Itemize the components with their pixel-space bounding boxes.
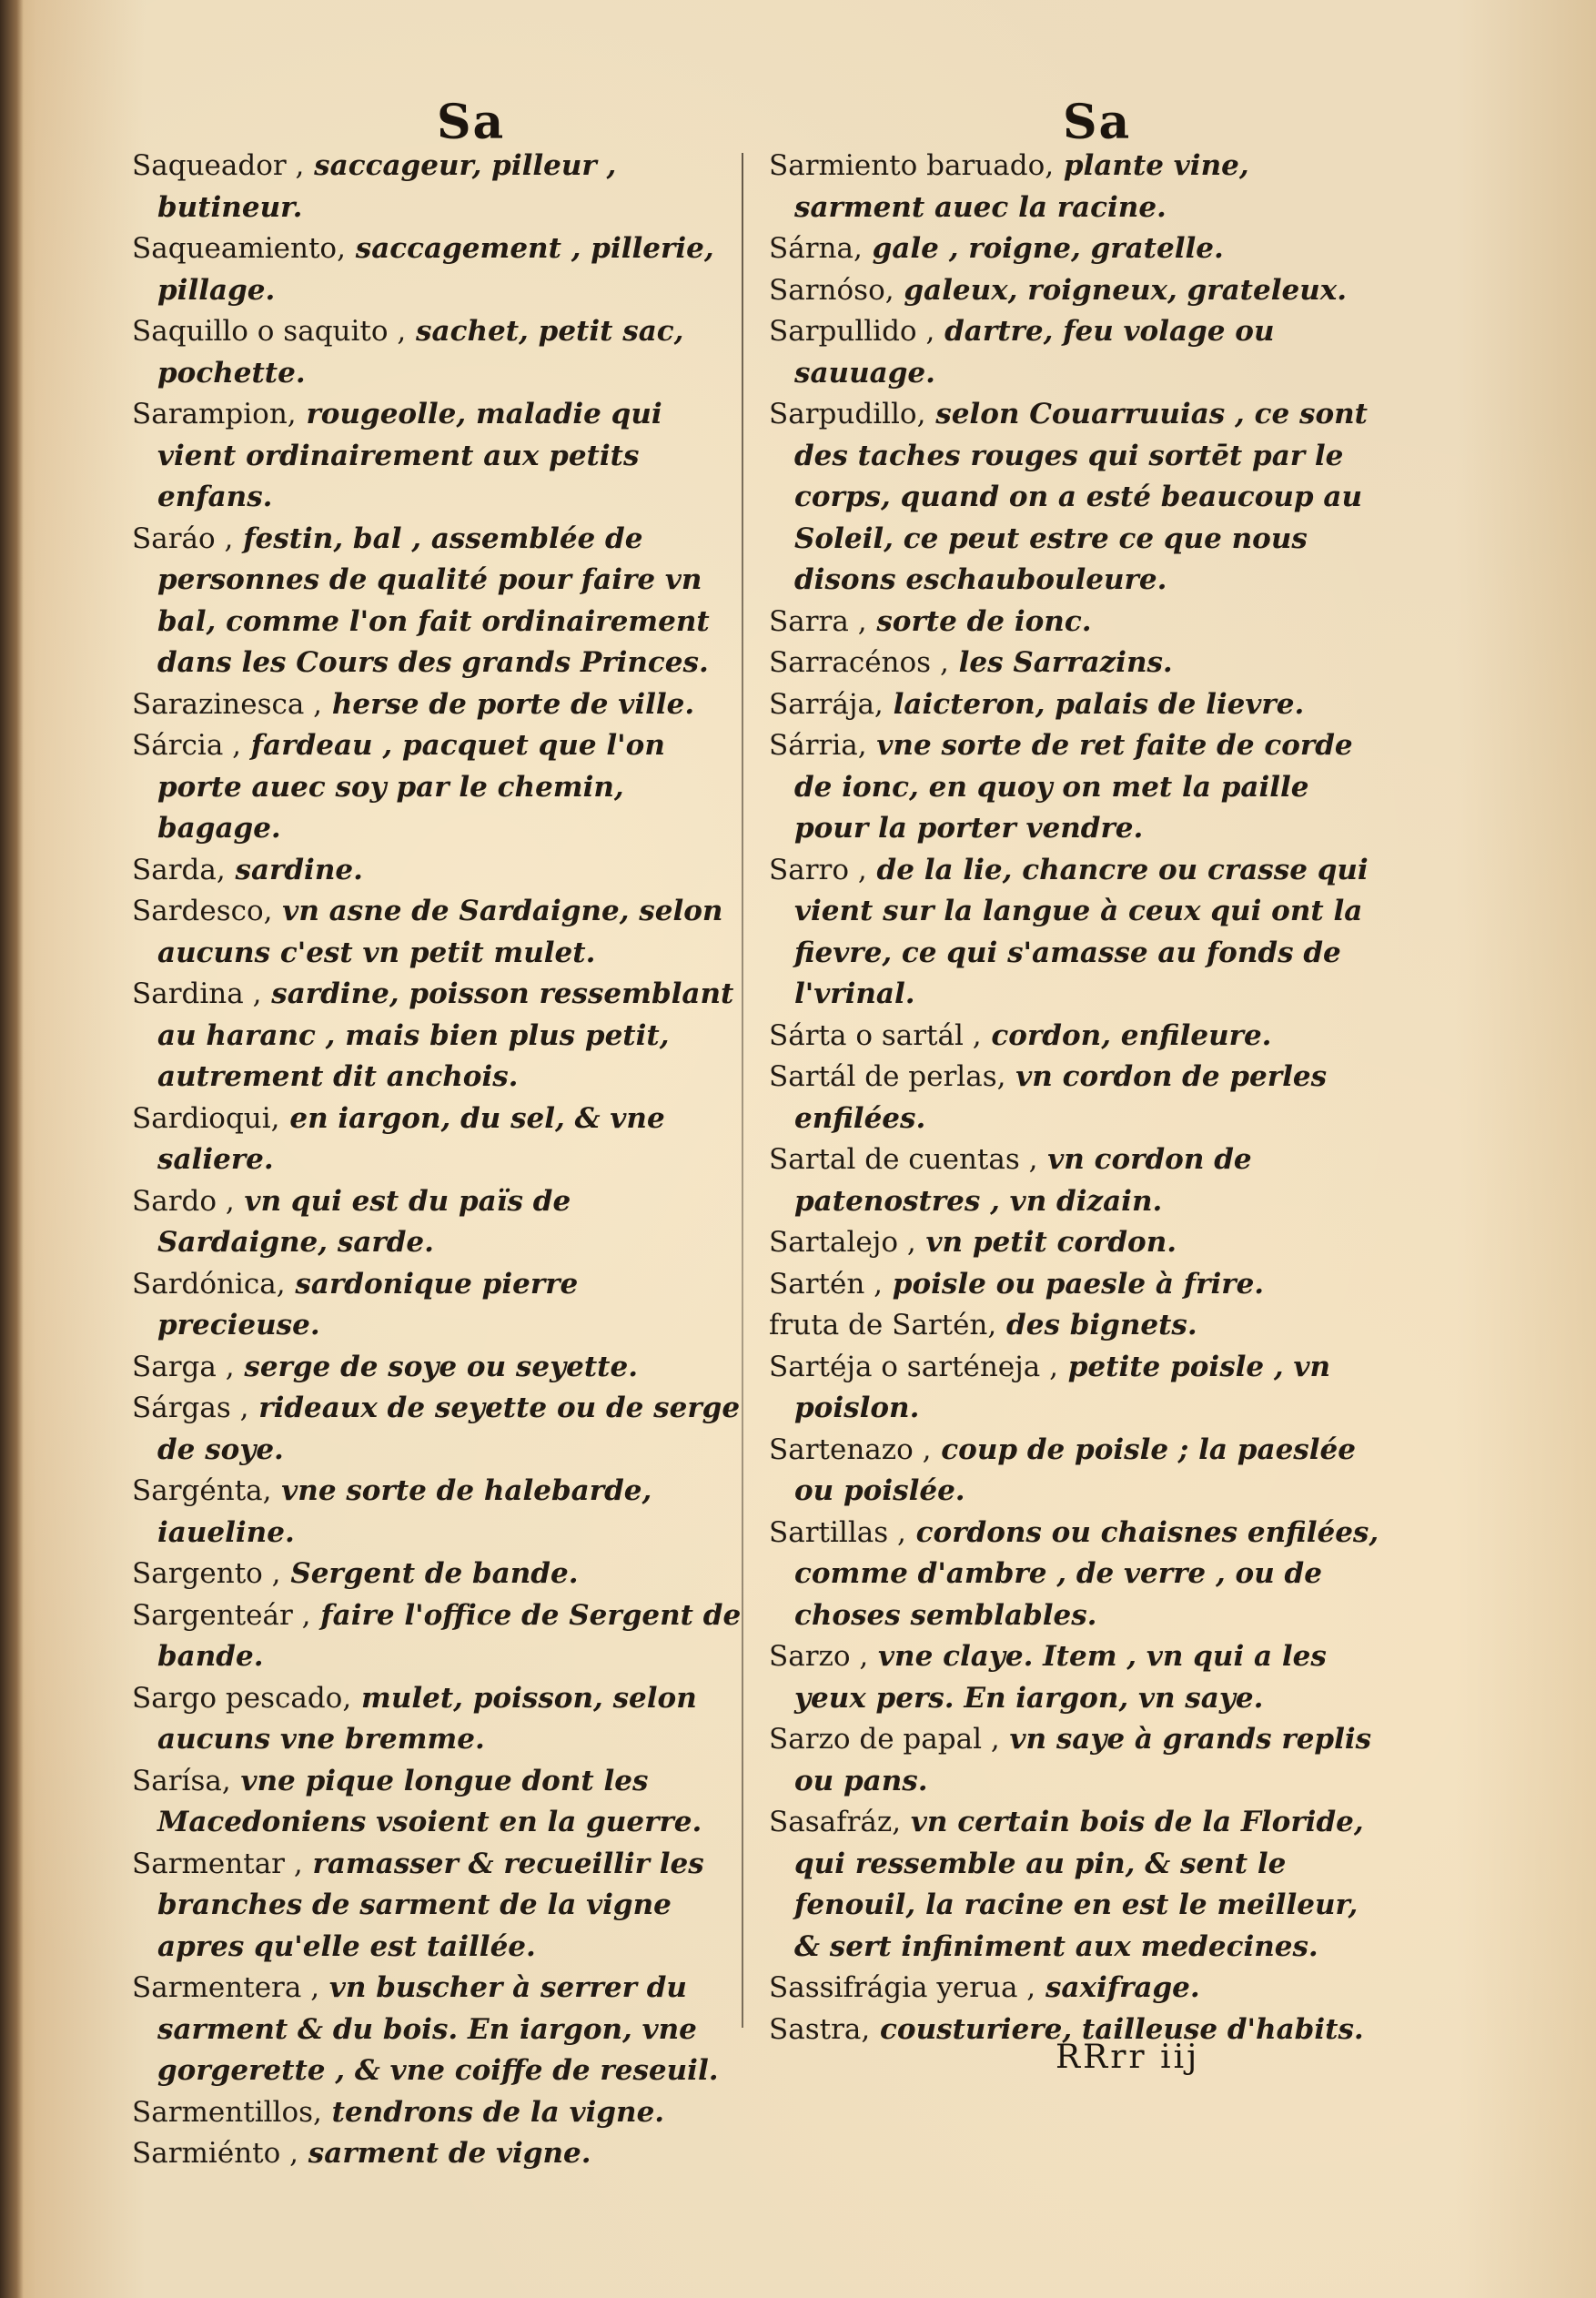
- entry-definition: ramasser & recueillir les branches de sarment de la vigne apres qu'elle est taillée.: [157, 1847, 704, 1963]
- dictionary-entry: [132, 974, 746, 1098]
- dictionary-entry: [769, 394, 1383, 602]
- entry-definition: vne sorte de ret faite de corde de ionc, en quoy on met la paille pour la porter vendre.: [794, 729, 1353, 845]
- entry-headword: Sardesco,: [132, 895, 273, 927]
- dictionary-entry: [769, 1347, 1383, 1430]
- entry-headword: Sarpullido ,: [769, 315, 935, 348]
- entry-definition: rideaux de seyette ou de serge de soye.: [157, 1392, 741, 1466]
- dictionary-entry: [769, 602, 1383, 643]
- entry-definition: les Sarrazins.: [948, 646, 1173, 679]
- signature-mark: RRrr iij: [1056, 2039, 1200, 2076]
- entry-headword: Sarmentar ,: [132, 1847, 303, 1880]
- entry-headword: Sastra,: [769, 2012, 871, 2046]
- entry-definition: vne pique longue dont les Macedoniens vsoient en la guerre.: [157, 1764, 702, 1838]
- entry-headword: Sarampion,: [132, 398, 297, 430]
- entry-headword: Sarracénos ,: [769, 646, 949, 679]
- entry-headword: Sartenazo ,: [769, 1432, 932, 1466]
- entry-headword: Sartén ,: [769, 1267, 884, 1301]
- entry-definition: fardeau , pacquet que l'on porte auec soy par le chemin, bagage.: [157, 729, 665, 845]
- entry-headword: Sasafráz,: [769, 1806, 902, 1838]
- dictionary-entry: [769, 725, 1383, 850]
- dictionary-entry: [769, 311, 1383, 394]
- entry-definition: sardine.: [225, 853, 363, 886]
- right-column: [769, 146, 1383, 2046]
- entry-definition: vn qui est du païs de Sardaigne, sarde.: [157, 1184, 571, 1259]
- entry-definition: de la lie, chancre ou crasse qui vient sur la langue à ceux qui ont la fievre, ce qui s'amasse au fonds de l'vrinal.: [794, 853, 1369, 1010]
- dictionary-entry: [769, 1305, 1383, 1347]
- dictionary-entry: [132, 1388, 746, 1471]
- dictionary-entry: [769, 146, 1383, 228]
- dictionary-entry: [132, 1554, 746, 1595]
- entry-headword: Sarzo de papal ,: [769, 1723, 1000, 1756]
- entry-definition: saccagement , pillerie, pillage.: [157, 232, 714, 307]
- entry-headword: Sárta o sartál ,: [769, 1018, 982, 1052]
- dictionary-entry: [769, 1057, 1383, 1139]
- dictionary-entry: [769, 228, 1383, 270]
- entry-definition: vn buscher à serrer du sarment & du bois. En iargon, vne gorgerette , & vne coiffe de reseuil.: [157, 1971, 719, 2087]
- entry-definition: vn certain bois de la Floride, qui ressemble au pin, & sent le fenouil, la racine en est le meilleur, & sert infiniment aux medecines.: [794, 1806, 1364, 1963]
- entry-headword: Sarro ,: [769, 853, 867, 886]
- dictionary-entry: [132, 2133, 746, 2175]
- entry-definition: dartre, feu volage ou sauuage.: [794, 315, 1275, 390]
- entry-headword: Sarmiénto ,: [132, 2137, 298, 2170]
- entry-definition: vn cordon de perles enfilées.: [794, 1060, 1328, 1135]
- entry-headword: Sarmentillos,: [132, 2095, 322, 2129]
- entry-headword: Sartal de cuentas ,: [769, 1143, 1038, 1176]
- book-spine-shadow: [0, 0, 24, 2298]
- dictionary-entry: [132, 1347, 746, 1389]
- entry-headword: Sartalejo ,: [769, 1226, 916, 1259]
- entry-headword: Sargenteár ,: [132, 1598, 311, 1632]
- entry-definition: vn cordon de patenostres , vn dizain.: [794, 1143, 1252, 1218]
- entry-definition: sachet, petit sac, pochette.: [157, 315, 684, 390]
- entry-headword: Sartéja o sarténeja ,: [769, 1350, 1058, 1383]
- entry-headword: Saqueamiento,: [132, 232, 346, 265]
- dictionary-entry: [132, 850, 746, 892]
- dictionary-entry: [769, 1968, 1383, 2009]
- dictionary-entry: [132, 2092, 746, 2134]
- entry-definition: serge de soye ou seyette.: [234, 1350, 638, 1383]
- dictionary-entry: [132, 1844, 746, 1969]
- entry-definition: poisle ou paesle à frire.: [883, 1267, 1265, 1301]
- entry-headword: Sarrája,: [769, 687, 884, 721]
- left-column: [132, 146, 746, 2170]
- entry-headword: Sartillas ,: [769, 1515, 906, 1549]
- entry-headword: Sarísa,: [132, 1764, 231, 1797]
- entry-definition: sardine, poisson ressemblant au haranc , mais bien plus petit, autrement dit anchois.: [157, 977, 734, 1093]
- running-head-left: Sa: [437, 95, 506, 150]
- dictionary-entry: [769, 1802, 1383, 1968]
- dictionary-entry: [132, 146, 746, 228]
- dictionary-entry: [769, 1016, 1383, 1058]
- entry-definition: sarment de vigne.: [298, 2137, 591, 2170]
- entry-definition: herse de porte de ville.: [322, 687, 695, 721]
- entry-headword: Sardina ,: [132, 977, 262, 1010]
- entry-definition: tendrons de la vigne.: [321, 2095, 665, 2129]
- entry-headword: Sarmiento baruado,: [769, 149, 1055, 182]
- entry-definition: Sergent de bande.: [280, 1557, 579, 1590]
- entry-definition: des bignets.: [996, 1309, 1197, 1341]
- dictionary-entry: [132, 1471, 746, 1554]
- dictionary-entry: [132, 1181, 746, 1264]
- dictionary-entry: [769, 270, 1383, 312]
- running-head-right: Sa: [1063, 95, 1132, 150]
- entry-definition: selon Couarruuias , ce sont des taches rouges qui sortēt par le corps, quand on a esté beaucoup au Soleil, ce peut estre ce que nous disons eschaubouleure.: [794, 398, 1368, 596]
- entry-headword: Sárria,: [769, 729, 867, 762]
- entry-definition: petite poisle , vn poislon.: [794, 1350, 1331, 1424]
- entry-headword: Sassifrágia yerua ,: [769, 1971, 1036, 2004]
- dictionary-entry: [132, 1264, 746, 1347]
- dictionary-entry: [132, 394, 746, 519]
- entry-headword: Sarpudillo,: [769, 398, 926, 430]
- entry-headword: Sarzo ,: [769, 1640, 869, 1673]
- dictionary-entry: [769, 1430, 1383, 1513]
- entry-headword: Sardónica,: [132, 1267, 286, 1301]
- entry-definition: cordons ou chaisnes enfilées, comme d'ambre , de verre , ou de choses semblables.: [794, 1515, 1379, 1632]
- entry-headword: Saráo ,: [132, 521, 234, 555]
- entry-definition: en iargon, du sel, & vne saliere.: [157, 1101, 665, 1176]
- entry-headword: Sartál de perlas,: [769, 1060, 1006, 1093]
- dictionary-entry: [132, 1098, 746, 1181]
- entry-definition: cousturiere, tailleuse d'habits.: [870, 2012, 1364, 2046]
- entry-definition: sardonique pierre precieuse.: [157, 1267, 579, 1341]
- dictionary-entry: [132, 1968, 746, 2092]
- entry-definition: rougeolle, maladie qui vient ordinairement aux petits enfans.: [157, 398, 662, 513]
- entry-headword: Sarra ,: [769, 604, 867, 638]
- entry-definition: saccageur, pilleur , butineur.: [157, 149, 617, 224]
- dictionary-entry: [769, 1719, 1383, 1802]
- entry-headword: Sarazinesca ,: [132, 687, 323, 721]
- dictionary-entry: [132, 725, 746, 850]
- dictionary-entry: [769, 643, 1383, 684]
- entry-definition: vne claye. Item , vn qui a les yeux pers. En iargon, vn saye.: [794, 1640, 1327, 1715]
- dictionary-entry: [132, 684, 746, 726]
- entry-definition: vn petit cordon.: [915, 1226, 1177, 1259]
- entry-headword: Sarmentera ,: [132, 1971, 320, 2004]
- entry-definition: vn asne de Sardaigne, selon aucuns c'est vn petit mulet.: [157, 895, 723, 969]
- dictionary-entry: [132, 1678, 746, 1761]
- entry-headword: Sarnóso,: [769, 273, 894, 307]
- dictionary-entry: [132, 1761, 746, 1844]
- entry-headword: Saquillo o saquito ,: [132, 315, 407, 348]
- entry-definition: vn saye à grands replis ou pans.: [794, 1723, 1372, 1797]
- entry-definition: coup de poisle ; la paeslée ou poislée.: [794, 1432, 1356, 1507]
- entry-definition: laicteron, palais de lievre.: [883, 687, 1305, 721]
- entry-headword: Sargénta,: [132, 1474, 272, 1507]
- dictionary-entry: [769, 1139, 1383, 1222]
- entry-definition: sorte de ionc.: [866, 604, 1092, 638]
- column-divider: [742, 153, 743, 2028]
- entry-definition: mulet, poisson, selon aucuns vne bremme.: [157, 1681, 697, 1756]
- entry-definition: faire l'office de Sergent de bande.: [157, 1598, 742, 1673]
- dictionary-entry: [769, 1264, 1383, 1306]
- dictionary-entry: [132, 228, 746, 311]
- dictionary-entry: [769, 1513, 1383, 1637]
- dictionary-entry: [132, 519, 746, 684]
- entry-headword: Sarga ,: [132, 1350, 235, 1383]
- entry-definition: vne sorte de halebarde, iaueline.: [157, 1474, 652, 1549]
- entry-definition: saxifrage.: [1035, 1971, 1200, 2004]
- entry-headword: Sargo pescado,: [132, 1681, 352, 1715]
- entry-headword: Sárcia ,: [132, 729, 242, 762]
- entry-headword: Sardo ,: [132, 1184, 235, 1218]
- entry-headword: Sardioqui,: [132, 1101, 280, 1135]
- entry-headword: Sarda,: [132, 853, 226, 886]
- entry-definition: cordon, enfileure.: [981, 1018, 1272, 1052]
- dictionary-entry: [132, 311, 746, 394]
- dictionary-entry: [132, 891, 746, 974]
- entry-definition: festin, bal , assemblée de personnes de qualité pour faire vn bal, comme l'on fait ordinairement dans les Cours des grands Princes.: [157, 521, 710, 679]
- entry-definition: plante vine, sarment auec la racine.: [794, 149, 1249, 224]
- entry-definition: gale , roigne, gratelle.: [862, 232, 1224, 265]
- dictionary-entry: [769, 850, 1383, 1016]
- entry-headword: Sargento ,: [132, 1557, 281, 1590]
- entry-headword: Sárna,: [769, 232, 863, 265]
- dictionary-entry: [769, 684, 1383, 726]
- dictionary-entry: [132, 1595, 746, 1678]
- entry-headword: Saqueador ,: [132, 149, 305, 182]
- entry-headword: fruta de Sartén,: [769, 1309, 997, 1341]
- entry-definition: galeux, roigneux, grateleux.: [894, 273, 1348, 307]
- entry-headword: Sárgas ,: [132, 1392, 249, 1424]
- dictionary-entry: [769, 1222, 1383, 1264]
- dictionary-entry: [769, 1636, 1383, 1719]
